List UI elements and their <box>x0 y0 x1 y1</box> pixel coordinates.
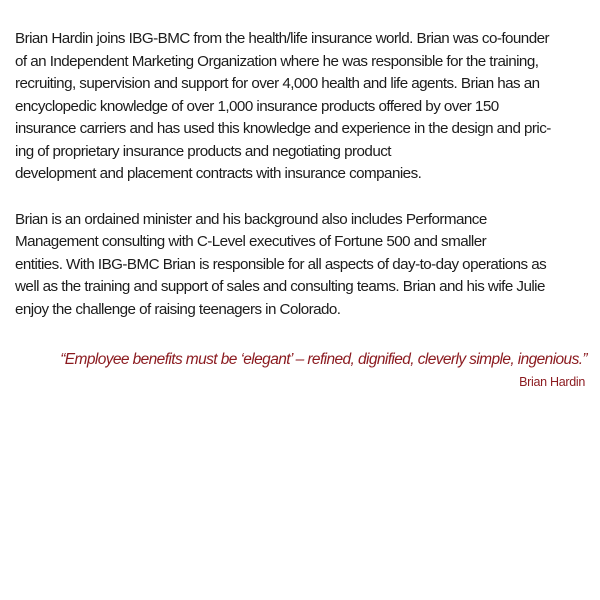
bio-paragraph-2 <box>15 209 595 322</box>
bio-line: enjoy the challenge of raising teenagers in Colorado. <box>15 300 341 318</box>
bio-line: insurance carriers and has used this knowledge and experience in the design and pric- <box>15 120 551 137</box>
bio-line: encyclopedic knowledge of over 1,000 insurance products offered by over 150 <box>15 97 499 115</box>
quote-text: “Employee benefits must be ‘elegant’ – refined, dignified, cleverly simple, ingenious.” <box>60 351 587 368</box>
bio-line: entities. With IBG-BMC Brian is responsible for all aspects of day-to-day operations as <box>15 255 547 273</box>
bio-line: Management consulting with C-Level executives of Fortune 500 and smaller <box>15 233 487 250</box>
bio-line: Brian Hardin joins IBG-BMC from the health/life insurance world. Brian was co-founder <box>15 30 550 47</box>
bio-line: well as the training and support of sales and consulting teams. Brian and his wife Julie <box>15 278 545 295</box>
bio-line: Brian is an ordained minister and his background also includes Performance <box>15 210 487 228</box>
bio-line: development and placement contracts with insurance companies. <box>15 165 422 182</box>
bio-line: of an Independent Marketing Organization where he was responsible for the training, <box>15 52 539 70</box>
bio-paragraph-1 <box>15 28 595 186</box>
bio-line: ing of proprietary insurance products and negotiating product <box>15 142 391 160</box>
quote-author: Brian Hardin <box>519 375 585 389</box>
paragraph-spacer <box>15 186 595 209</box>
biography <box>15 28 595 321</box>
testimonial-quote <box>7 349 587 391</box>
bio-line: recruiting, supervision and support for over 4,000 health and life agents. Brian has an <box>15 75 540 92</box>
